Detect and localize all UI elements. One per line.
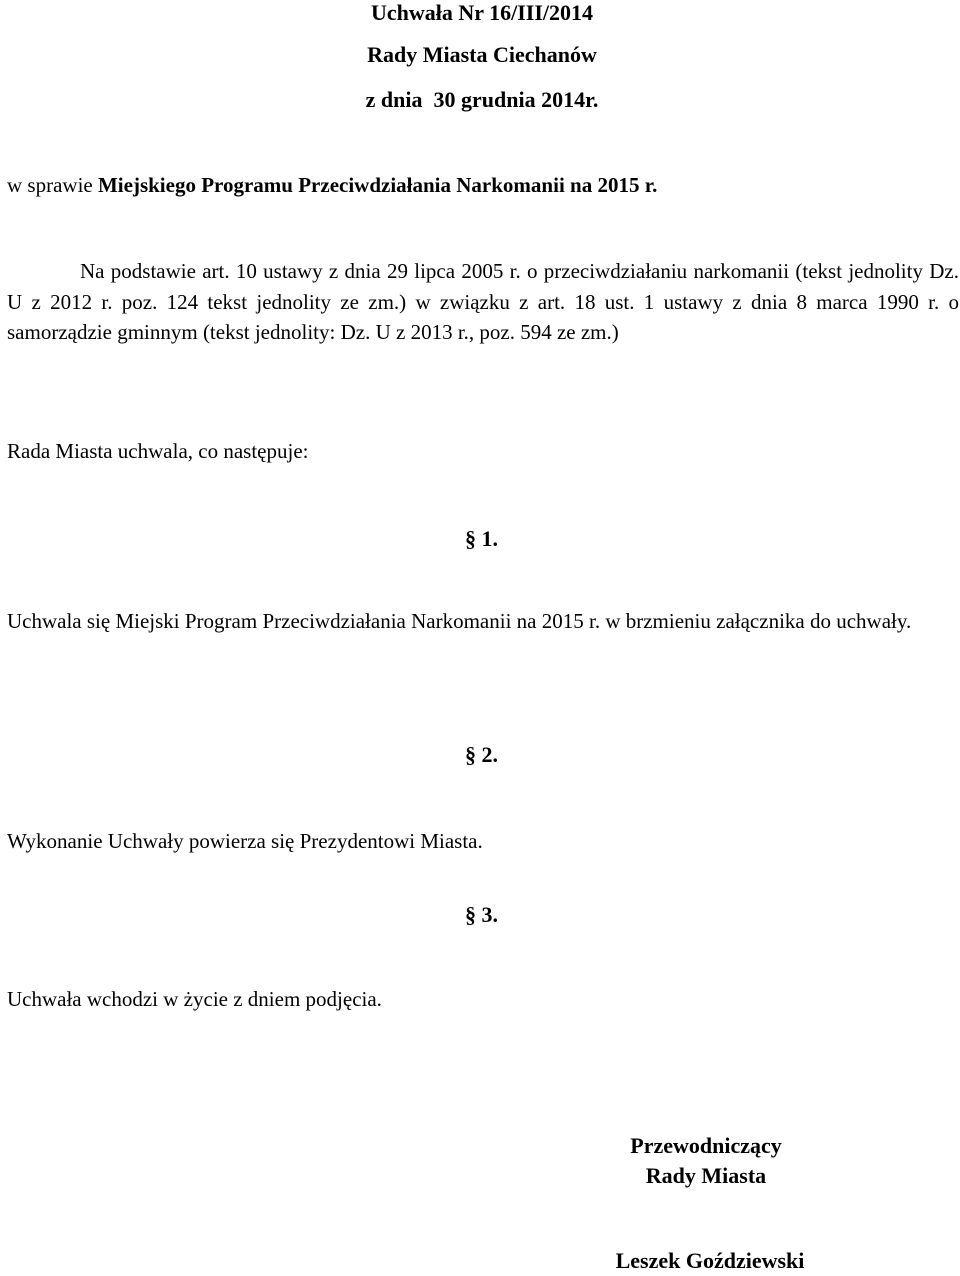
subject-prefix: w sprawie (7, 173, 98, 197)
signature-name: Leszek Goździewski (615, 1248, 805, 1273)
section-text-2: Wykonanie Uchwały powierza się Prezydentowi Miasta. (7, 829, 483, 853)
signature-role: Przewodniczący (630, 1133, 782, 1158)
subject-title: Miejskiego Programu Przeciwdziałania Narkomanii na 2015 r. (97, 173, 658, 197)
resolution-clause: Rada Miasta uchwala, co następuje: (7, 439, 309, 463)
resolution-subject (7, 172, 657, 198)
resolution-date: z dnia 30 grudnia 2014r. (365, 87, 599, 112)
council-name: Rady Miasta Ciechanów (367, 42, 597, 67)
section-label-2: § 2. (465, 742, 498, 767)
legal-basis: Na podstawie art. 10 ustawy z dnia 29 lipca 2005 r. o przeciwdziałaniu narkomanii (tekst jednolity Dz. U z 2012 r. poz. 124 tekst jednolity ze zm.) w związku z art. 18 ust. 1 ustawy z dnia 8 marca 1990 r. o samorządzie gminnym (tekst jednolity: Dz. U z 2013 r., poz. 594 ze zm.) (7, 259, 959, 344)
section-text-3: Uchwała wchodzi w życie z dniem podjęcia. (7, 987, 382, 1011)
section-label-1: § 1. (465, 526, 498, 551)
signature-body: Rady Miasta (645, 1163, 767, 1188)
resolution-title: Uchwała Nr 16/III/2014 (370, 0, 594, 25)
section-label-3: § 3. (465, 902, 498, 927)
section-text-1: Uchwala się Miejski Program Przeciwdziałania Narkomanii na 2015 r. w brzmieniu załącznika do uchwały. (7, 609, 912, 633)
